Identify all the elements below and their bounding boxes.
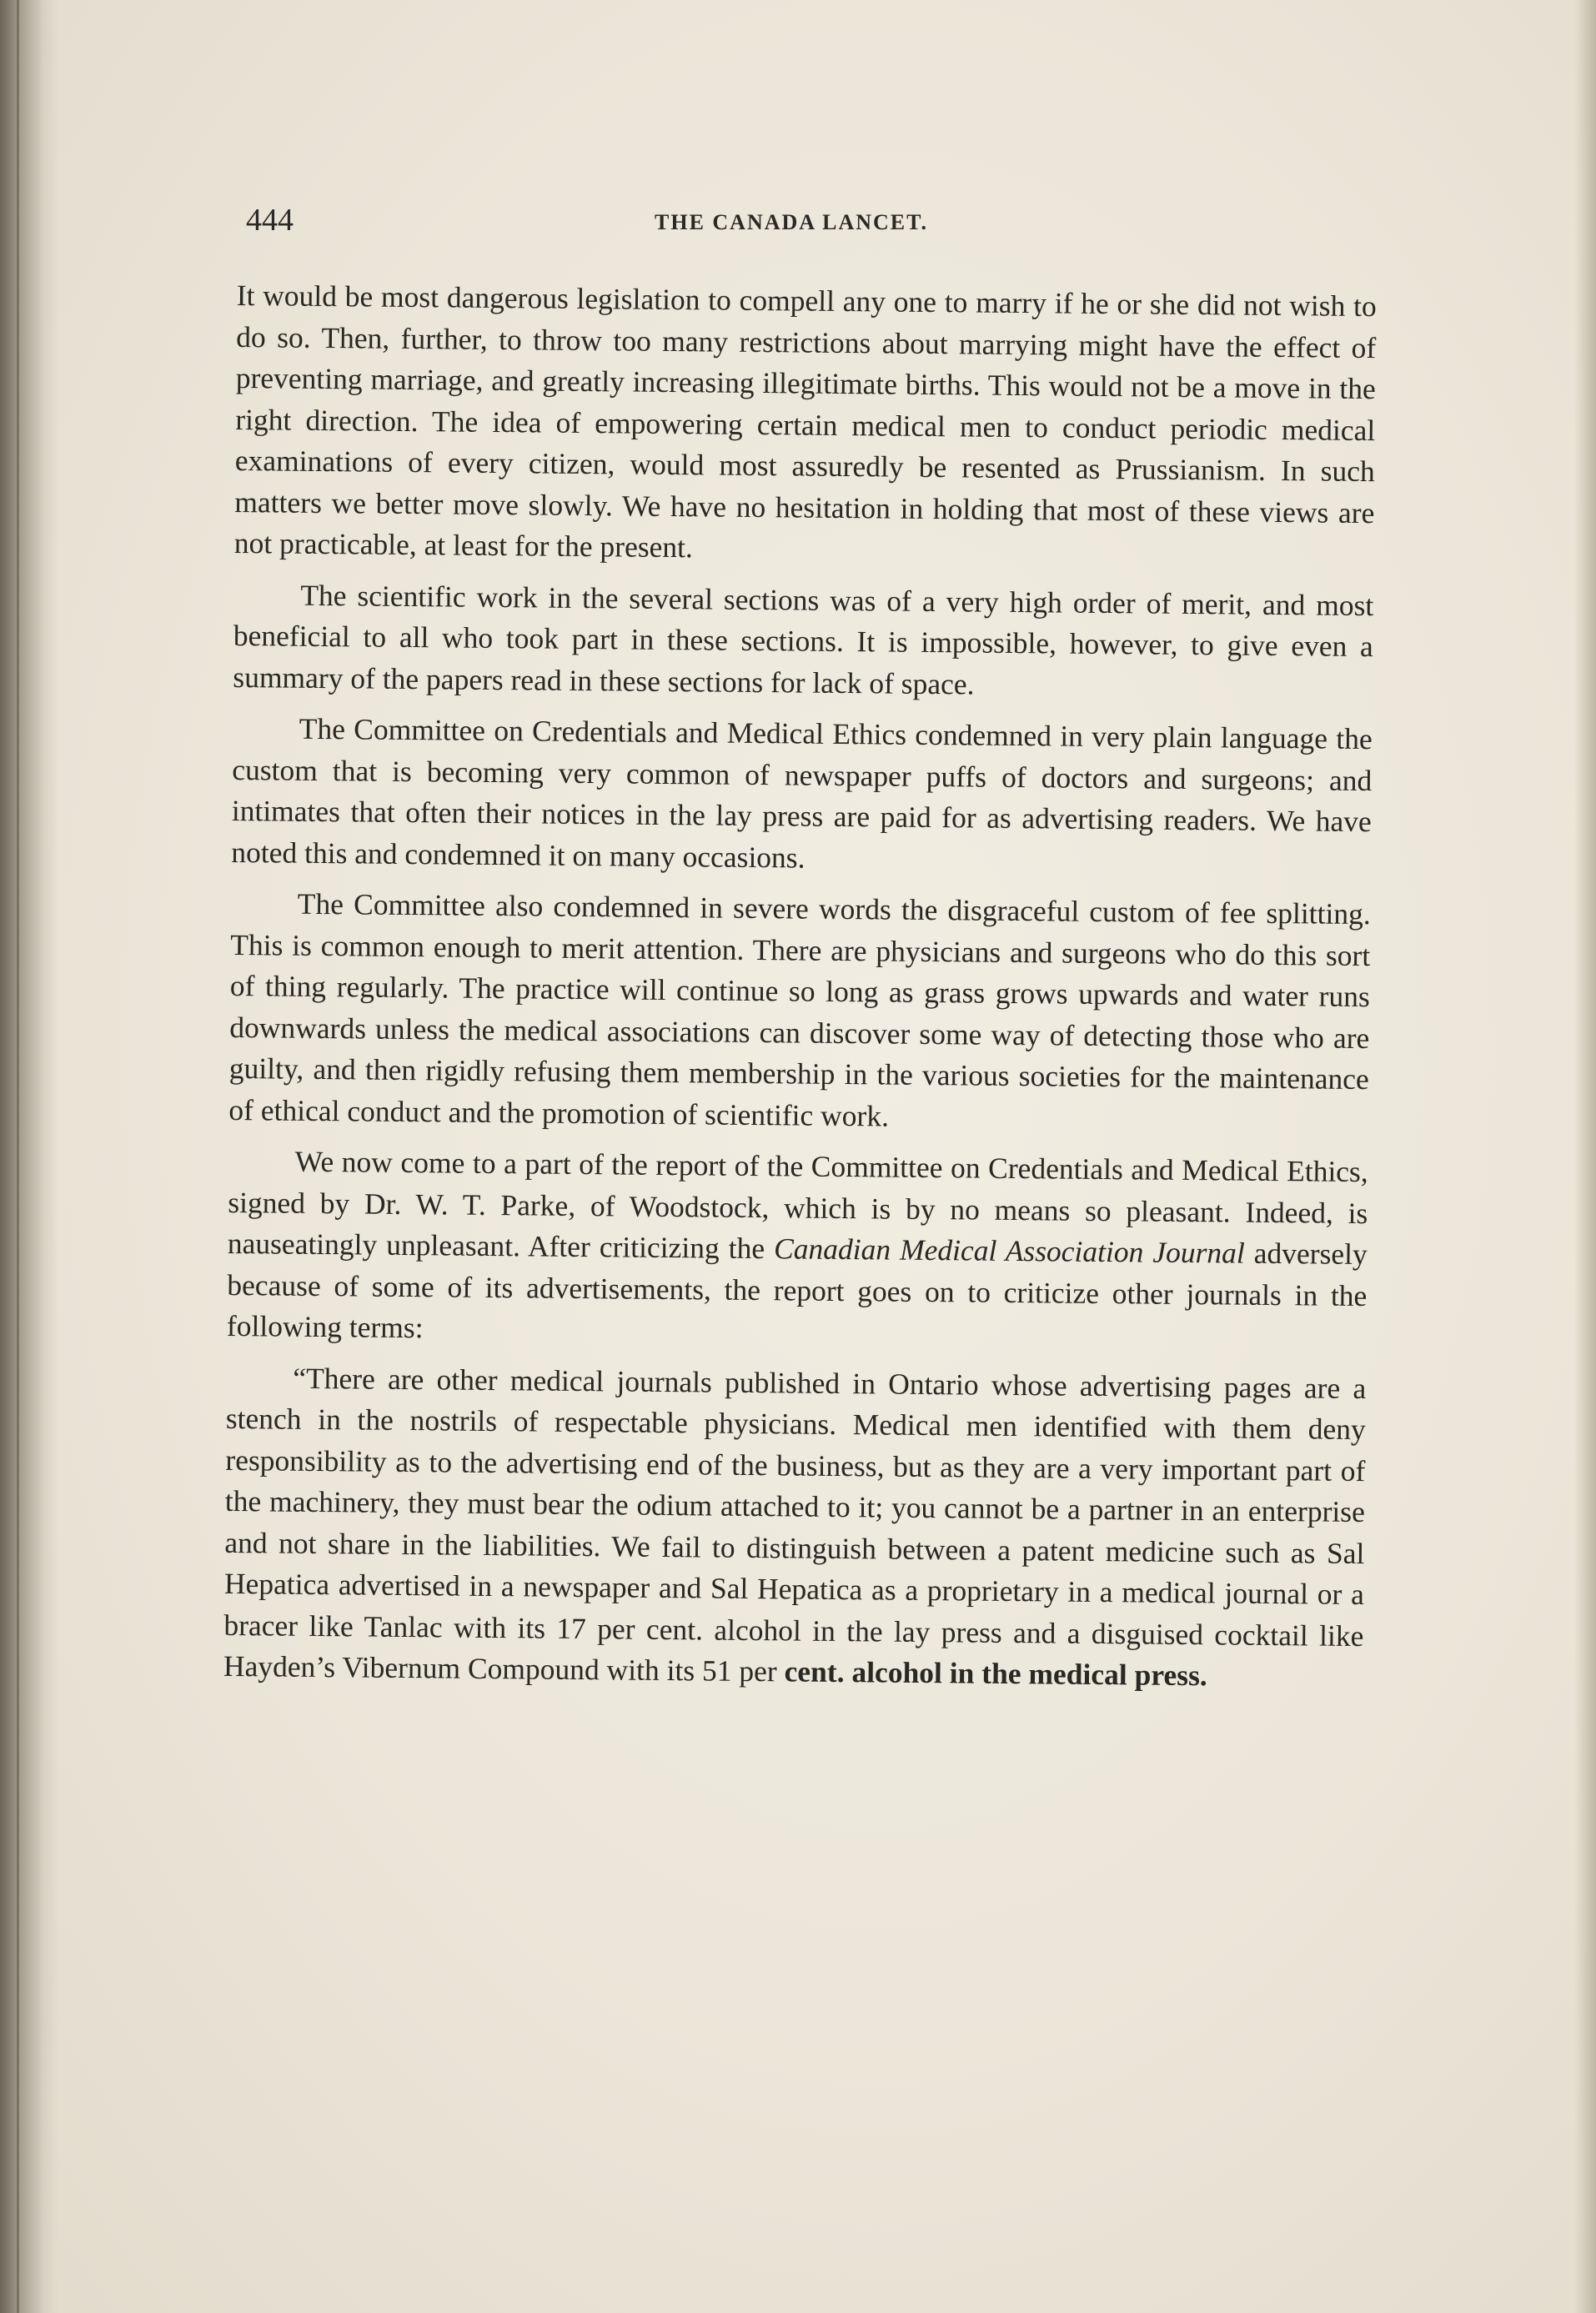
page-header <box>246 202 1397 252</box>
page-edge <box>1574 0 1596 2313</box>
paragraph-5 <box>227 1141 1368 1358</box>
quotation-text: “There are other medical journals published in Ontario whose advertising pages are a stench in the nostrils of respectable physicians. Medical men identified with them deny responsibility as to the advertising end of the business, but as they are a very important part of the machinery, they must bear the odium attached to it; you cannot be a partner in an enterprise and not share in the liabilities. We fail to distinguish between a patent medicine such as Sal Hepatica advertised in a newspaper and Sal Hepatica as a proprietary in a medical journal or a bracer like Tanlac with its 17 per cent. alcohol in the lay press and a disguised cocktail like Hayden’s Vibernum Compound with its 51 per <box>223 1361 1367 1688</box>
quotation-bold-ending: cent. alcohol in the medical press. <box>784 1654 1207 1693</box>
binding-line <box>17 0 19 2313</box>
paragraph-5-text-end: adversely because of some of its advertisements, the report goes on to criticize other journals in the following terms: <box>226 1236 1368 1345</box>
paragraph-6-quotation <box>223 1357 1367 1698</box>
paragraph-1: It would be most dangerous legislation to compell any one to marry if he or she did not wish to do so. Then, further, to throw too many restrictions about marrying might have the effect of preventing marriage, and greatly increasing illegitimate births. This would not be a move in the right direction. The idea of empowering certain medical men to conduct periodic medical examinations of every citizen, would most assuredly be resented as Prussianism. In such matters we better move slowly. We have no hesitation in holding that most of these views are not practicable, at least for the present. <box>233 278 1377 564</box>
binding-shadow <box>0 0 58 2313</box>
paragraph-4: The Committee also condemned in severe words the disgraceful custom of fee splitting. This is common enough to merit attention. There are physicians and surgeons who do this sort of thing regularly. The practice will continue so long as grass grows upwards and water runs downwards unless the medical associations can discover some way of detecting those who are guilty, and then rigidly refusing them membership in the various societies for the maintenance of ethical conduct and the promotion of scientific work. <box>228 886 1371 1133</box>
article-body <box>223 275 1377 1708</box>
paragraph-5-text-start: We now come to a part of the report of the Committee on Credentials and Medical Ethics, signed by Dr. W. T. Parke, of Woodstock, which is by no means so pleasant. Indeed, is nauseatingly unpleasant. After criticizing the <box>227 1144 1368 1266</box>
journal-title-italic: Canadian Medical Association Journal <box>773 1232 1245 1270</box>
page-number: 444 <box>246 203 294 238</box>
paragraph-2: The scientific work in the several sections was of a very high order of merit, and most beneficial to all who took part in these sections. It is impossible, however, to give even a summary of the papers read in these sections for lack of space. <box>233 578 1374 701</box>
running-title: THE CANADA LANCET. <box>655 210 929 234</box>
paragraph-3: The Committee on Credentials and Medical Ethics condemned in very plain language the custom that is becoming very common of newspaper puffs of doctors and surgeons; and intimates that often their notices in the lay press are paid for as advertising readers. We have noted this and condemned it on many occasions. <box>231 711 1373 875</box>
